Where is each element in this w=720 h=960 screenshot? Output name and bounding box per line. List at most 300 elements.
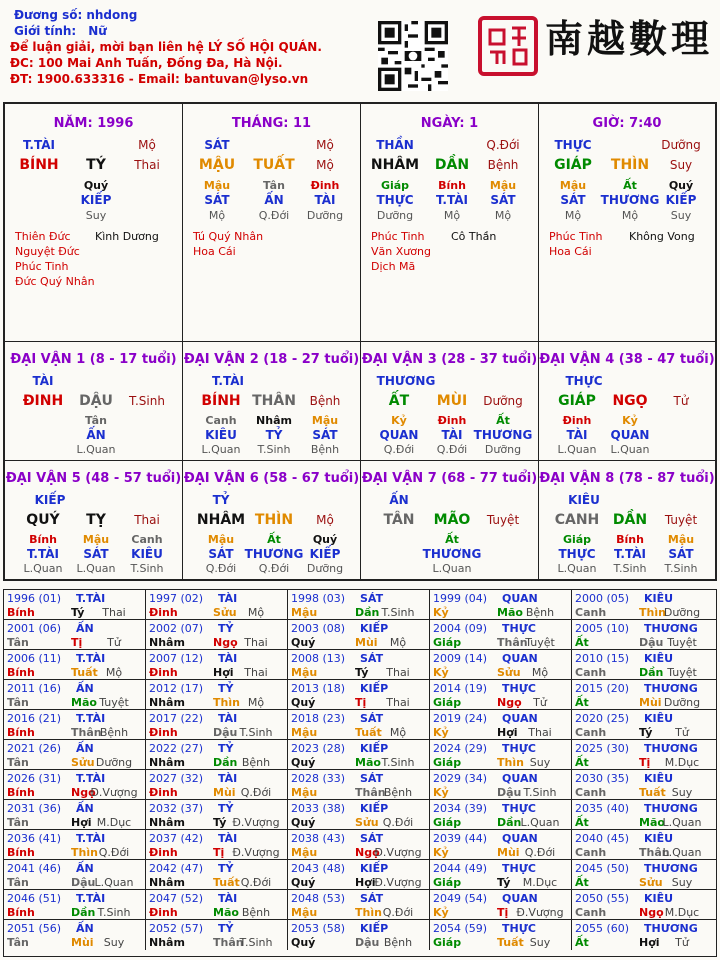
year-star: KIÊU: [644, 652, 674, 665]
pillar-branch: TUẤT: [253, 157, 295, 173]
dai-van-hidden-state: L.Quan: [76, 443, 116, 456]
year-star: KIÊU: [644, 712, 674, 725]
year-star: TÀI: [218, 772, 238, 785]
dai-van-7: [361, 461, 539, 580]
year-state: Suy: [671, 876, 693, 889]
dai-van-hidden-star: TỶ: [265, 428, 283, 442]
year-cell: [430, 650, 572, 680]
pillar-2: [183, 104, 361, 342]
year-star: THỰC: [502, 742, 536, 755]
year-state: Mộ: [247, 606, 265, 619]
dai-van-stem: ĐINH: [22, 393, 64, 409]
year-state: Tử: [675, 936, 689, 949]
year-state: T.Sinh: [381, 606, 415, 619]
year-star: THỰC: [502, 862, 536, 875]
year-cell: [4, 770, 146, 800]
year-cell: [146, 800, 288, 830]
year-stem: Giáp: [433, 936, 462, 949]
year-label: 1997 (02): [149, 592, 204, 605]
year-cell: [4, 740, 146, 770]
dai-van-stem: ẤT: [388, 393, 410, 409]
year-branch: Thân: [639, 846, 670, 859]
dai-van-title: ĐẠI VẬN 6 (58 - 67 tuổi): [183, 471, 360, 486]
year-cell: [288, 920, 430, 950]
year-branch: Thìn: [71, 846, 98, 859]
year-star: KIẾP: [360, 742, 389, 755]
year-state: Q.Đới: [240, 876, 272, 889]
year-cell: [4, 890, 146, 920]
header-info: [10, 7, 322, 87]
year-stem: Mậu: [291, 666, 318, 679]
dai-van-hidden-state: Q.Đới: [436, 443, 468, 456]
year-state: Mộ: [247, 696, 265, 709]
dai-van-stem: CANH: [554, 512, 600, 528]
year-star: THƯƠNG: [644, 742, 698, 755]
dai-van-stem: TÂN: [383, 512, 415, 528]
year-star: KIẾP: [360, 622, 389, 635]
dai-van-star: KIÊU: [568, 493, 600, 507]
year-label: 2018 (23): [291, 712, 346, 725]
dai-van-state: Bệnh: [309, 394, 341, 408]
year-branch: Ngọ: [497, 696, 522, 709]
year-cell: [430, 830, 572, 860]
year-state: Dưỡng: [663, 696, 701, 709]
year-star: QUAN: [502, 592, 538, 605]
year-stem: Nhâm: [149, 816, 185, 829]
year-label: 2007 (12): [149, 652, 204, 665]
year-label: 2012 (17): [149, 682, 204, 695]
dai-van-star: ẤN: [389, 493, 409, 507]
year-cell: [430, 710, 572, 740]
year-state: L.Quan: [662, 846, 702, 859]
year-stem: Tân: [7, 816, 29, 829]
dai-van-hidden-state: L.Quan: [23, 562, 63, 575]
year-branch: Ngọ: [71, 786, 96, 799]
hidden-state: Mộ: [564, 209, 582, 222]
dai-van-hidden-stem: Ất: [496, 414, 510, 427]
year-branch: Thìn: [213, 696, 240, 709]
year-branch: Tuất: [213, 876, 240, 889]
dai-van-hidden-stem: Kỷ: [622, 414, 638, 427]
year-star: ẤN: [76, 922, 94, 935]
year-star: T.TÀI: [76, 592, 106, 605]
red-seal-icon: [478, 16, 538, 76]
year-star: SÁT: [360, 652, 384, 665]
year-stem: Ất: [575, 876, 589, 889]
year-state: Mộ: [389, 726, 407, 739]
year-stem: Quý: [291, 876, 316, 889]
dai-van-branch: MÃO: [433, 512, 471, 528]
dai-van-title: ĐẠI VẬN 3 (28 - 37 tuổi): [361, 352, 538, 367]
year-state: Đ.Vượng: [232, 846, 280, 859]
dai-van-hidden-star: T.TÀI: [27, 547, 59, 561]
year-state: Q.Đới: [382, 906, 414, 919]
year-branch: Tý: [71, 606, 85, 619]
year-stem: Quý: [291, 636, 316, 649]
year-branch: Dần: [355, 606, 380, 619]
year-star: QUAN: [502, 832, 538, 845]
dai-van-state: Mộ: [316, 513, 334, 527]
dai-van-hidden-state: T.Sinh: [257, 443, 291, 456]
dai-van-hidden-star: TÀI: [566, 428, 588, 442]
dai-van-branch: THÂN: [252, 393, 296, 409]
gender-value: Nữ: [88, 24, 107, 38]
year-stem: Quý: [291, 756, 316, 769]
year-label: 2005 (10): [575, 622, 630, 635]
dai-van-hidden-state: T.Sinh: [130, 562, 164, 575]
year-branch: Tý: [497, 876, 511, 889]
address-line: ĐC: 100 Mai Anh Tuấn, Đống Đa, Hà Nội.: [10, 56, 283, 70]
pillar-stem: BÍNH: [19, 157, 59, 173]
dai-van-hidden-star: QUAN: [379, 428, 419, 442]
year-stem: Giáp: [433, 876, 462, 889]
gender-line: [10, 23, 322, 39]
dai-van-8: [539, 461, 715, 580]
dai-van-hidden-state: Dưỡng: [484, 443, 522, 456]
year-cell: [146, 650, 288, 680]
year-state: Bệnh: [241, 756, 271, 769]
dai-van-stem: NHÂM: [196, 512, 246, 528]
pillar-top-star: THẦN: [376, 138, 414, 152]
year-stem: Bính: [7, 606, 35, 619]
year-stem: Giáp: [433, 636, 462, 649]
pillar-state: Thai: [134, 158, 160, 172]
year-branch: Thìn: [497, 756, 524, 769]
dai-van-hidden-star: SÁT: [83, 547, 109, 561]
dai-van-2: [183, 342, 361, 461]
year-state: Suy: [529, 756, 551, 769]
year-label: 1999 (04): [433, 592, 488, 605]
year-star: THỰC: [502, 622, 536, 635]
year-branch: Mão: [639, 816, 665, 829]
year-label: 2045 (50): [575, 862, 630, 875]
year-stem: Mậu: [291, 906, 318, 919]
year-state: Bệnh: [525, 606, 555, 619]
year-label: 2036 (41): [7, 832, 62, 845]
dai-van-hidden-star: QUAN: [610, 428, 650, 442]
year-label: 2027 (32): [149, 772, 204, 785]
name-value: nhdong: [86, 8, 138, 22]
year-stem: Canh: [575, 906, 607, 919]
dai-van-star: THƯƠNG: [376, 374, 436, 388]
year-stem: Mậu: [291, 726, 318, 739]
pillar-stem: GIÁP: [554, 157, 592, 173]
hidden-stem: Mậu: [559, 179, 587, 192]
year-cell: [572, 770, 716, 800]
year-stem: Ất: [575, 936, 589, 949]
year-cell: [4, 920, 146, 950]
year-star: KIẾP: [360, 922, 389, 935]
year-stem: Đinh: [149, 906, 178, 919]
year-cell: [430, 680, 572, 710]
year-stem: Canh: [575, 726, 607, 739]
year-cell: [572, 860, 716, 890]
note-star: Thiên Đức: [15, 230, 71, 243]
year-branch: Dậu: [639, 636, 664, 649]
pillar-state: Bệnh: [487, 158, 519, 172]
year-star: THƯƠNG: [644, 622, 698, 635]
year-branch: Sửu: [213, 606, 237, 619]
dai-van-hidden-state: L.Quan: [76, 562, 116, 575]
year-state: T.Sinh: [239, 936, 273, 949]
year-cell: [430, 890, 572, 920]
year-cell: [146, 710, 288, 740]
year-label: 2013 (18): [291, 682, 346, 695]
year-branch: Thìn: [639, 606, 666, 619]
dai-van-hidden-star: T.TÀI: [614, 547, 646, 561]
note-star: Văn Xương: [371, 245, 431, 258]
year-star: THỰC: [502, 802, 536, 815]
year-stem: Mậu: [291, 846, 318, 859]
dai-van-branch: DẬU: [79, 393, 113, 409]
year-branch: Dần: [497, 816, 522, 829]
year-label: 2055 (60): [575, 922, 630, 935]
year-label: 2000 (05): [575, 592, 630, 605]
year-star: ẤN: [76, 862, 94, 875]
year-stem: Nhâm: [149, 756, 185, 769]
hidden-stem: Bính: [438, 179, 466, 192]
year-star: TÀI: [218, 592, 238, 605]
hidden-star: SÁT: [560, 193, 586, 207]
year-star: TÀI: [218, 652, 238, 665]
year-label: 2010 (15): [575, 652, 630, 665]
year-star: ẤN: [76, 802, 94, 815]
year-branch: Sửu: [71, 756, 95, 769]
pillar-top-state: Mộ: [316, 138, 334, 152]
hidden-star: THƯƠNG: [600, 193, 660, 207]
hidden-star: ẤN: [264, 193, 284, 207]
year-star: T.TÀI: [76, 652, 106, 665]
year-label: 2053 (58): [291, 922, 346, 935]
dai-van-hidden-state: L.Quan: [557, 562, 597, 575]
year-cell: [430, 860, 572, 890]
year-label: 2020 (25): [575, 712, 630, 725]
year-state: M.Dục: [664, 906, 700, 919]
year-label: 2042 (47): [149, 862, 204, 875]
year-label: 2029 (34): [433, 772, 488, 785]
year-label: 2028 (33): [291, 772, 346, 785]
dai-van-hidden-stem: Nhâm: [256, 414, 292, 427]
year-state: Thai: [386, 666, 410, 679]
year-cell: [4, 590, 146, 620]
year-star: SÁT: [360, 832, 384, 845]
year-cell: [4, 710, 146, 740]
year-stem: Đinh: [149, 846, 178, 859]
year-star: THƯƠNG: [644, 922, 698, 935]
dai-van-state: Tuyệt: [486, 513, 520, 527]
dai-van-hidden-stem: Kỷ: [391, 414, 407, 427]
year-state: Thai: [102, 606, 126, 619]
dai-van-state: Dưỡng: [483, 394, 523, 408]
year-star: KIÊU: [644, 772, 674, 785]
year-state: Suy: [529, 936, 551, 949]
year-cell: [288, 620, 430, 650]
dai-van-hidden-stem: Ất: [445, 533, 459, 546]
dai-van-hidden-stem: Quý: [312, 533, 338, 546]
year-branch: Ngọ: [213, 636, 238, 649]
year-stem: Giáp: [433, 756, 462, 769]
year-star: T.TÀI: [76, 892, 106, 905]
dai-van-hidden-stem: Đinh: [562, 414, 592, 427]
year-branch: Tị: [213, 846, 225, 859]
year-label: 1996 (01): [7, 592, 62, 605]
dai-van-hidden-stem: Mậu: [207, 533, 235, 546]
year-star: KIÊU: [644, 832, 674, 845]
year-branch: Tuất: [639, 786, 666, 799]
year-branch: Tuất: [355, 726, 382, 739]
dai-van-5: [5, 461, 183, 580]
year-stem: Kỷ: [433, 846, 449, 859]
year-star: QUAN: [502, 892, 538, 905]
dai-van-hidden-state: Q.Đới: [205, 562, 237, 575]
year-state: Tuyệt: [525, 636, 555, 649]
year-stem: Canh: [575, 846, 607, 859]
dai-van-hidden-star: KIÊU: [131, 547, 163, 561]
year-label: 2006 (11): [7, 652, 62, 665]
dai-van-title: ĐẠI VẬN 7 (68 - 77 tuổi): [361, 471, 538, 486]
year-cell: [288, 800, 430, 830]
year-label: 2032 (37): [149, 802, 204, 815]
year-branch: Tuất: [497, 936, 524, 949]
year-star: TÀI: [218, 892, 238, 905]
year-state: Suy: [671, 786, 693, 799]
year-branch: Ngọ: [355, 846, 380, 859]
year-state: Bệnh: [383, 786, 413, 799]
year-label: 2023 (28): [291, 742, 346, 755]
year-stem: Bính: [7, 846, 35, 859]
name-label: Đương số:: [14, 8, 83, 22]
year-state: Đ.Vượng: [516, 906, 564, 919]
year-stem: Kỷ: [433, 606, 449, 619]
year-cell: [572, 800, 716, 830]
note-star: Tú Quý Nhân: [193, 230, 264, 243]
year-cell: [288, 830, 430, 860]
year-state: Mộ: [105, 666, 123, 679]
hidden-state: Suy: [670, 209, 692, 222]
hidden-star: KIẾP: [665, 193, 697, 207]
pillar-branch: DẦN: [434, 157, 470, 173]
hidden-star: T.TÀI: [436, 193, 468, 207]
year-stem: Đinh: [149, 606, 178, 619]
pillar-top-state: Mộ: [138, 138, 156, 152]
dai-van-title: ĐẠI VẬN 2 (18 - 27 tuổi): [183, 352, 360, 367]
year-cell: [4, 830, 146, 860]
year-stem: Ất: [575, 816, 589, 829]
year-branch: Dậu: [213, 726, 238, 739]
year-star: ẤN: [76, 742, 94, 755]
year-branch: Mùi: [355, 636, 378, 649]
dai-van-hidden-stem: Canh: [205, 414, 237, 427]
year-state: Mộ: [389, 636, 407, 649]
year-star: SÁT: [360, 772, 384, 785]
dai-van-title: ĐẠI VẬN 4 (38 - 47 tuổi): [539, 352, 715, 367]
pillar-stem: MẬU: [198, 157, 236, 173]
year-cell: [430, 800, 572, 830]
year-state: Q.Đới: [240, 786, 272, 799]
year-state: Bệnh: [383, 936, 413, 949]
year-cell: [4, 800, 146, 830]
year-stem: Bính: [7, 786, 35, 799]
year-label: 2034 (39): [433, 802, 488, 815]
year-star: SÁT: [360, 592, 384, 605]
pillar-title: THÁNG: 11: [231, 116, 312, 131]
year-label: 2011 (16): [7, 682, 62, 695]
year-star: SÁT: [360, 892, 384, 905]
year-branch: Mùi: [213, 786, 236, 799]
year-stem: Giáp: [433, 696, 462, 709]
year-star: TÀI: [218, 832, 238, 845]
year-branch: Mùi: [497, 846, 520, 859]
year-label: 2016 (21): [7, 712, 62, 725]
year-branch: Dần: [71, 906, 96, 919]
year-state: Đ.Vượng: [374, 846, 422, 859]
phone-line[interactable]: ĐT: 1900.633316 - Email: bantuvan@lyso.vn: [10, 72, 309, 86]
year-state: M.Dục: [522, 876, 558, 889]
year-branch: Dần: [639, 666, 664, 679]
year-label: 2052 (57): [149, 922, 204, 935]
note-star: Phúc Tinh: [15, 260, 69, 273]
year-star: SÁT: [360, 712, 384, 725]
pillar-top-state: Dưỡng: [661, 138, 701, 152]
year-stem: Tân: [7, 696, 29, 709]
dai-van-hidden-star: THỰC: [558, 547, 596, 561]
year-label: 2035 (40): [575, 802, 630, 815]
year-star: TỶ: [218, 742, 234, 755]
year-branch: Thân: [497, 636, 528, 649]
year-state: Suy: [103, 936, 125, 949]
hidden-star: TÀI: [314, 193, 336, 207]
year-star: THỰC: [502, 682, 536, 695]
qr-code-icon[interactable]: [378, 21, 448, 91]
year-label: 2022 (27): [149, 742, 204, 755]
year-label: 2014 (19): [433, 682, 488, 695]
year-stem: Đinh: [149, 786, 178, 799]
year-stem: Mậu: [291, 786, 318, 799]
name-line: [10, 7, 322, 23]
dai-van-3: [361, 342, 539, 461]
year-stem: Bính: [7, 666, 35, 679]
year-star: THỰC: [502, 922, 536, 935]
pillar-title: NGÀY: 1: [420, 116, 479, 131]
dai-van-hidden-star: SÁT: [208, 547, 234, 561]
year-stem: Kỷ: [433, 726, 449, 739]
year-cell: [572, 680, 716, 710]
year-star: ẤN: [76, 622, 94, 635]
dai-van-hidden-stem: Canh: [131, 533, 163, 546]
year-star: KIÊU: [644, 892, 674, 905]
pillar-top-star: SÁT: [204, 138, 230, 152]
year-label: 2051 (56): [7, 922, 62, 935]
year-stem: Tân: [7, 756, 29, 769]
year-stem: Nhâm: [149, 876, 185, 889]
note-star: Đức Quý Nhân: [15, 275, 95, 288]
year-star: T.TÀI: [76, 832, 106, 845]
year-star: THƯƠNG: [644, 682, 698, 695]
year-label: 2003 (08): [291, 622, 346, 635]
note-star: Dịch Mã: [371, 260, 416, 273]
year-cell: [430, 740, 572, 770]
year-cell: [146, 860, 288, 890]
dai-van-hidden-state: Dưỡng: [306, 562, 344, 575]
year-label: 2004 (09): [433, 622, 488, 635]
dai-van-title: ĐẠI VẬN 5 (48 - 57 tuổi): [5, 471, 182, 486]
hidden-state: Mộ: [494, 209, 512, 222]
pillar-stem: NHÂM: [370, 157, 420, 173]
dai-van-1: [5, 342, 183, 461]
year-star: TỶ: [218, 622, 234, 635]
year-cell: [146, 740, 288, 770]
dai-van-hidden-state: T.Sinh: [664, 562, 698, 575]
